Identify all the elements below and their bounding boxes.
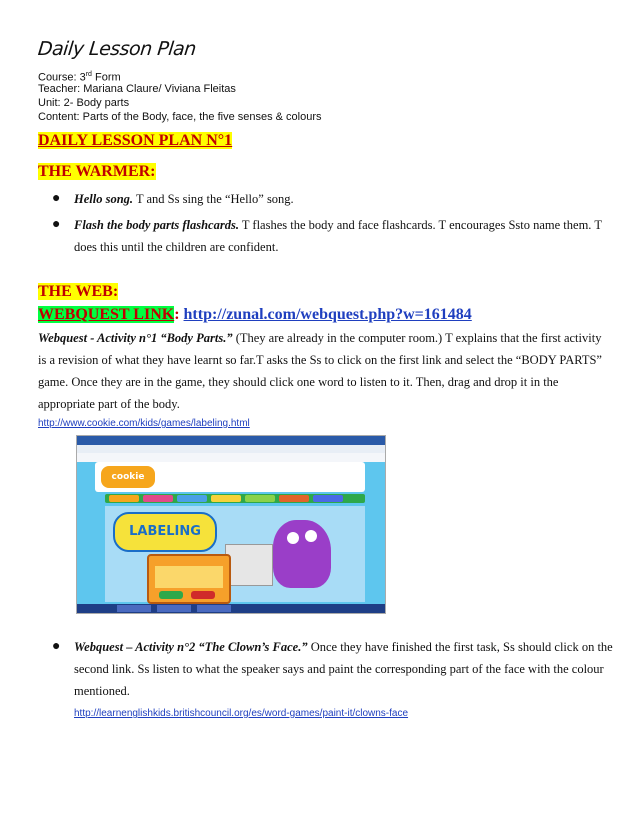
computer-desk-illustration (225, 544, 273, 586)
instruction-box (147, 554, 231, 604)
course-line: Course: 3rd Form (38, 71, 121, 84)
list-item: ● Flash the body parts flashcards. T flashes the body and face flashcards. T encourages Ssto name them. T does this until the children are confident. (52, 214, 612, 258)
bullet-dot-icon: ● (52, 217, 61, 232)
game-screenshot (76, 435, 386, 614)
labeling-game-link[interactable]: http://www.cookie.com/kids/games/labeling.html (38, 418, 250, 429)
list-item: ● Hello song. T and Ss sing the “Hello” song. (52, 188, 612, 210)
browser-menubar (77, 445, 385, 453)
plan-heading: DAILY LESSON PLAN N°1 (38, 132, 233, 149)
web-heading: THE WEB: (38, 283, 119, 300)
windows-taskbar (77, 604, 385, 613)
content-line: Content: Parts of the Body, face, the five senses & colours (38, 111, 322, 123)
bullet-dot-icon: ● (52, 191, 61, 206)
activity1-paragraph: Webquest - Activity n°1 “Body Parts.” (They are already in the computer room.) T explains that the first activity is a revision of what they have learnt so far.T asks the Ss to click on the first link and select the “BODY PARTS” game. Once they are in the game, they should click one word to listen to it. Then, drag and drop it in the appropriate part of the body. (38, 331, 602, 411)
labeling-banner: LABELING (113, 512, 217, 552)
browser-titlebar (77, 436, 385, 445)
cookie-logo: cookie (101, 466, 155, 488)
list-item: ● Webquest – Activity n°2 “The Clown’s Face.” Once they have finished the first task, Ss should click on the second link. Ss listen to what the speaker says and paint the corresponding part of the face with the colour mentioned. (52, 636, 612, 702)
unit-line: Unit: 2- Body parts (38, 97, 130, 109)
website-nav (105, 494, 365, 503)
monster-illustration (273, 520, 331, 588)
teacher-line: Teacher: Mariana Claure/ Viviana Fleitas (38, 83, 236, 95)
clowns-face-link[interactable]: http://learnenglishkids.britishcouncil.org/es/word-games/paint-it/clowns-face (74, 708, 409, 719)
webquest-link[interactable]: http://zunal.com/webquest.php?w=161484 (183, 306, 472, 323)
warmer-heading: THE WARMER: (38, 163, 156, 180)
bullet-dot-icon: ● (52, 639, 61, 654)
document-title: Daily Lesson Plan (36, 38, 197, 60)
webquest-link-line: WEBQUEST LINK: http://zunal.com/webquest.php?w=161484 (38, 306, 472, 323)
